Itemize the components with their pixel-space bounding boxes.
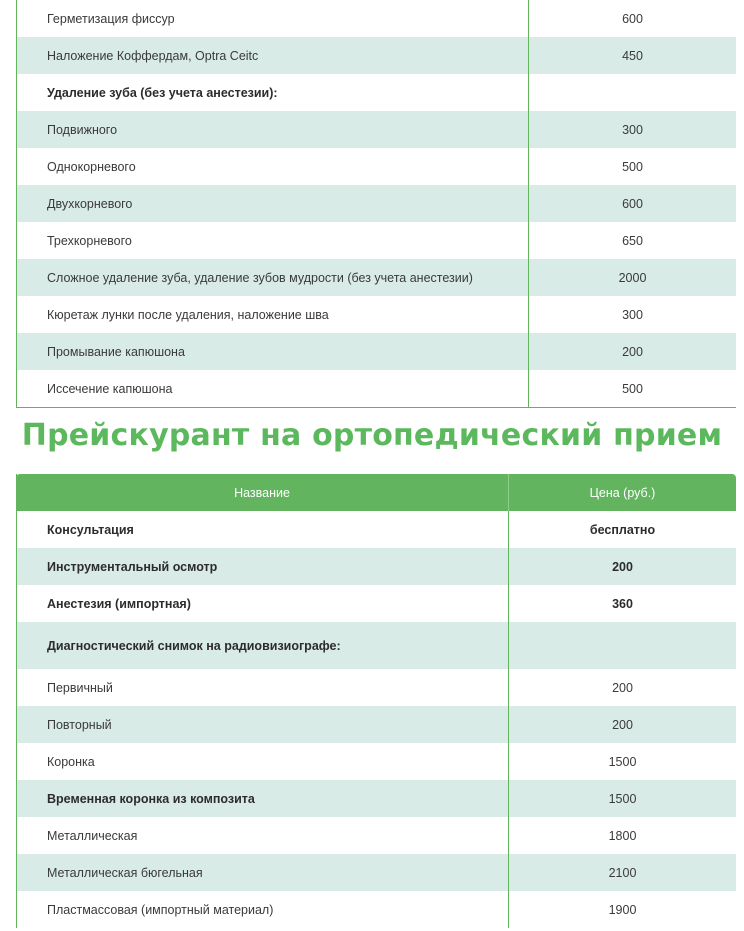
table-row — [17, 743, 736, 780]
service-name: Первичный — [17, 669, 509, 706]
service-group-name: Удаление зуба (без учета анестезии): — [17, 74, 529, 111]
service-price: 500 — [622, 159, 643, 174]
table-row — [17, 854, 736, 891]
service-price: 200 — [622, 344, 643, 359]
table-row — [17, 296, 736, 333]
column-header-name: Название — [16, 474, 509, 511]
service-price: 200 — [612, 680, 633, 695]
service-name: Однокорневого — [17, 148, 529, 185]
therapy-price-table — [16, 0, 736, 408]
table-row — [17, 548, 736, 585]
service-name: Герметизация фиссур — [17, 0, 529, 37]
service-price: 500 — [622, 381, 643, 396]
table-row — [17, 511, 736, 548]
table-row — [17, 706, 736, 743]
service-price: 600 — [622, 11, 643, 26]
service-price: 200 — [612, 717, 633, 732]
service-price: 600 — [622, 196, 643, 211]
table-row — [17, 222, 736, 259]
table-row — [17, 891, 736, 928]
service-price: 1900 — [608, 902, 637, 917]
service-name: Повторный — [17, 706, 509, 743]
service-price: 1800 — [608, 828, 637, 843]
service-name: Двухкорневого — [17, 185, 529, 222]
table-row — [17, 585, 736, 622]
service-price: 1500 — [608, 754, 637, 769]
service-price: 2000 — [618, 270, 647, 285]
column-header-price: Цена (руб.) — [589, 485, 656, 500]
service-price: 300 — [622, 122, 643, 137]
service-price — [529, 74, 736, 111]
service-name: Подвижного — [17, 111, 529, 148]
table-row — [17, 148, 736, 185]
service-price — [509, 622, 736, 669]
service-price: 450 — [622, 48, 643, 63]
service-price: 650 — [622, 233, 643, 248]
service-price: 1500 — [608, 791, 637, 806]
service-price: 300 — [622, 307, 643, 322]
service-name: Наложение Коффердам, Optra Ceitc — [17, 37, 529, 74]
service-price: бесплатно — [589, 522, 656, 537]
service-name: Консультация — [17, 511, 509, 548]
table-row — [17, 0, 736, 37]
service-group-name: Диагностический снимок на радиовизиографе: — [17, 622, 509, 669]
table-row — [17, 259, 736, 296]
table-row — [17, 74, 736, 111]
service-name: Металлическая бюгельная — [17, 854, 509, 891]
service-name: Пластмассовая (импортный материал) — [17, 891, 509, 928]
section-title: Прейскурант на ортопедический прием — [21, 418, 723, 453]
table-row — [17, 37, 736, 74]
service-name: Промывание капюшона — [17, 333, 529, 370]
ortho-price-table — [16, 474, 736, 928]
service-name: Сложное удаление зуба, удаление зубов мудрости (без учета анестезии) — [17, 259, 529, 296]
service-name: Металлическая — [17, 817, 509, 854]
service-name: Трехкорневого — [17, 222, 529, 259]
service-name: Анестезия (импортная) — [17, 585, 509, 622]
table-row — [17, 370, 736, 407]
table-header — [16, 474, 736, 511]
service-price: 200 — [612, 559, 633, 574]
table-row — [17, 333, 736, 370]
service-name: Коронка — [17, 743, 509, 780]
service-name: Иссечение капюшона — [17, 370, 529, 407]
table-row — [17, 622, 736, 669]
table-row — [17, 780, 736, 817]
table-row — [17, 111, 736, 148]
table-row — [17, 185, 736, 222]
service-name: Кюретаж лунки после удаления, наложение шва — [17, 296, 529, 333]
service-name: Инструментальный осмотр — [17, 548, 509, 585]
service-price: 360 — [612, 596, 633, 611]
table-row — [17, 817, 736, 854]
service-name: Временная коронка из композита — [17, 780, 509, 817]
table-row — [17, 669, 736, 706]
service-price: 2100 — [608, 865, 637, 880]
